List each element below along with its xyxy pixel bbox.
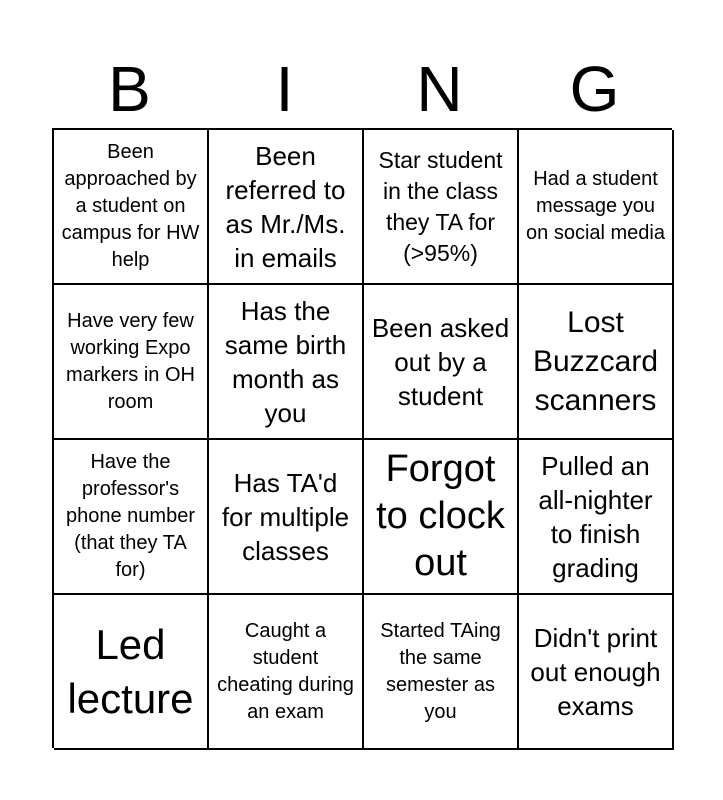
bingo-cell-text: Has the same birth month as you [224,295,347,428]
bingo-cell-text: Been asked out by a student [371,312,510,411]
bingo-cell-r4c4[interactable] [519,595,674,750]
bingo-cell-text: Been referred to as Mr./Ms. in emails [225,140,346,273]
header-letter-b: B [108,53,151,125]
bingo-cell-text: Started TAing the same semester as you [380,619,501,723]
bingo-cell-text: Had a student message you on social media [526,168,665,244]
bingo-cell-r3c3[interactable] [364,440,519,595]
bingo-cell-text: Star student in the class they TA for (>95%) [378,146,503,266]
bingo-cell-r3c2[interactable] [209,440,364,595]
bingo-cell-text: Lost Buzzcard scanners [532,306,659,417]
header-letter-n: N [416,53,463,125]
bingo-cell-r3c4[interactable] [519,440,674,595]
bingo-cell-text: Led lecture [67,620,194,722]
bingo-cell-text: Have the professor's phone number (that they TA for) [66,451,195,581]
bingo-cell-r2c4[interactable] [519,285,674,440]
bingo-cell-text: Didn't print out enough exams [530,622,661,721]
bingo-board [52,128,672,748]
bingo-cell-r1c3[interactable] [364,130,519,285]
bingo-cell-r1c4[interactable] [519,130,674,285]
bingo-cell-r1c1[interactable] [54,130,209,285]
bingo-cell-r3c1[interactable] [54,440,209,595]
bingo-cell-r2c3[interactable] [364,285,519,440]
bingo-cell-r4c2[interactable] [209,595,364,750]
header-letter-i: I [275,53,294,125]
bingo-cell-r2c2[interactable] [209,285,364,440]
bingo-cell-text: Pulled an all-nighter to finish grading [538,450,653,583]
bingo-cell-r2c1[interactable] [54,285,209,440]
bingo-cell-text: Has TA'd for multiple classes [221,467,350,566]
bingo-cell-text: Been approached by a student on campus for HW help [61,141,200,271]
bingo-cell-r4c1[interactable] [54,595,209,750]
header-letter-g: G [569,53,620,125]
bingo-cell-r1c2[interactable] [209,130,364,285]
bingo-cell-r4c3[interactable] [364,595,519,750]
bingo-cell-text: Caught a student cheating during an exam [217,619,354,723]
bingo-cell-text: Forgot to clock out [376,448,505,584]
bingo-cell-text: Have very few working Expo markers in OH room [66,309,195,413]
bingo-header [52,50,672,128]
